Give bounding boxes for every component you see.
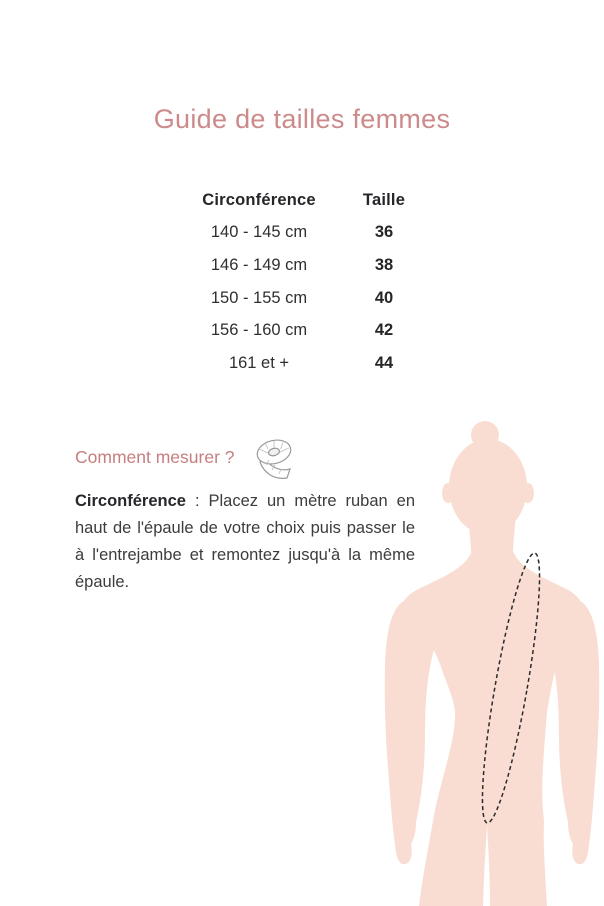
measure-term: Circonférence: [75, 492, 186, 510]
circumference-cell: 161 et +: [228, 353, 290, 372]
table-row: [180, 249, 430, 282]
size-cell: 44: [374, 353, 394, 372]
figure-arm-right: [550, 602, 599, 864]
circumference-cell: 150 - 155 cm: [210, 288, 308, 307]
figure-ear-left: [442, 483, 454, 503]
table-header-circumference: Circonférence: [202, 190, 316, 209]
page-title: Guide de tailles femmes: [153, 104, 451, 135]
table-row: [180, 314, 430, 347]
table-header-row: [180, 184, 430, 217]
table-row: [180, 217, 430, 250]
measure-description: [75, 488, 415, 596]
table-row: [180, 282, 430, 315]
woman-silhouette-figure: [380, 420, 604, 906]
size-table: [180, 184, 430, 380]
size-cell: 40: [374, 288, 394, 307]
circumference-cell: 140 - 145 cm: [210, 223, 308, 242]
size-cell: 36: [374, 223, 394, 242]
size-cell: 38: [374, 255, 394, 274]
figure-torso-legs: [400, 548, 584, 906]
circumference-cell: 146 - 149 cm: [210, 255, 308, 274]
circumference-cell: 156 - 160 cm: [210, 321, 308, 340]
table-header-taille: Taille: [362, 190, 406, 209]
size-cell: 42: [374, 321, 394, 340]
measuring-tape-icon: [251, 436, 301, 488]
how-to-measure-heading: Comment mesurer ?: [75, 447, 235, 467]
table-row: [180, 347, 430, 380]
figure-ear-right: [522, 483, 534, 503]
figure-arm-left: [385, 602, 434, 864]
measure-description-text: : Placez un mètre ruban en haut de l'épaule de votre choix puis passer le à l'entrejambe et remontez jusqu'à la même épaule.: [75, 492, 415, 591]
